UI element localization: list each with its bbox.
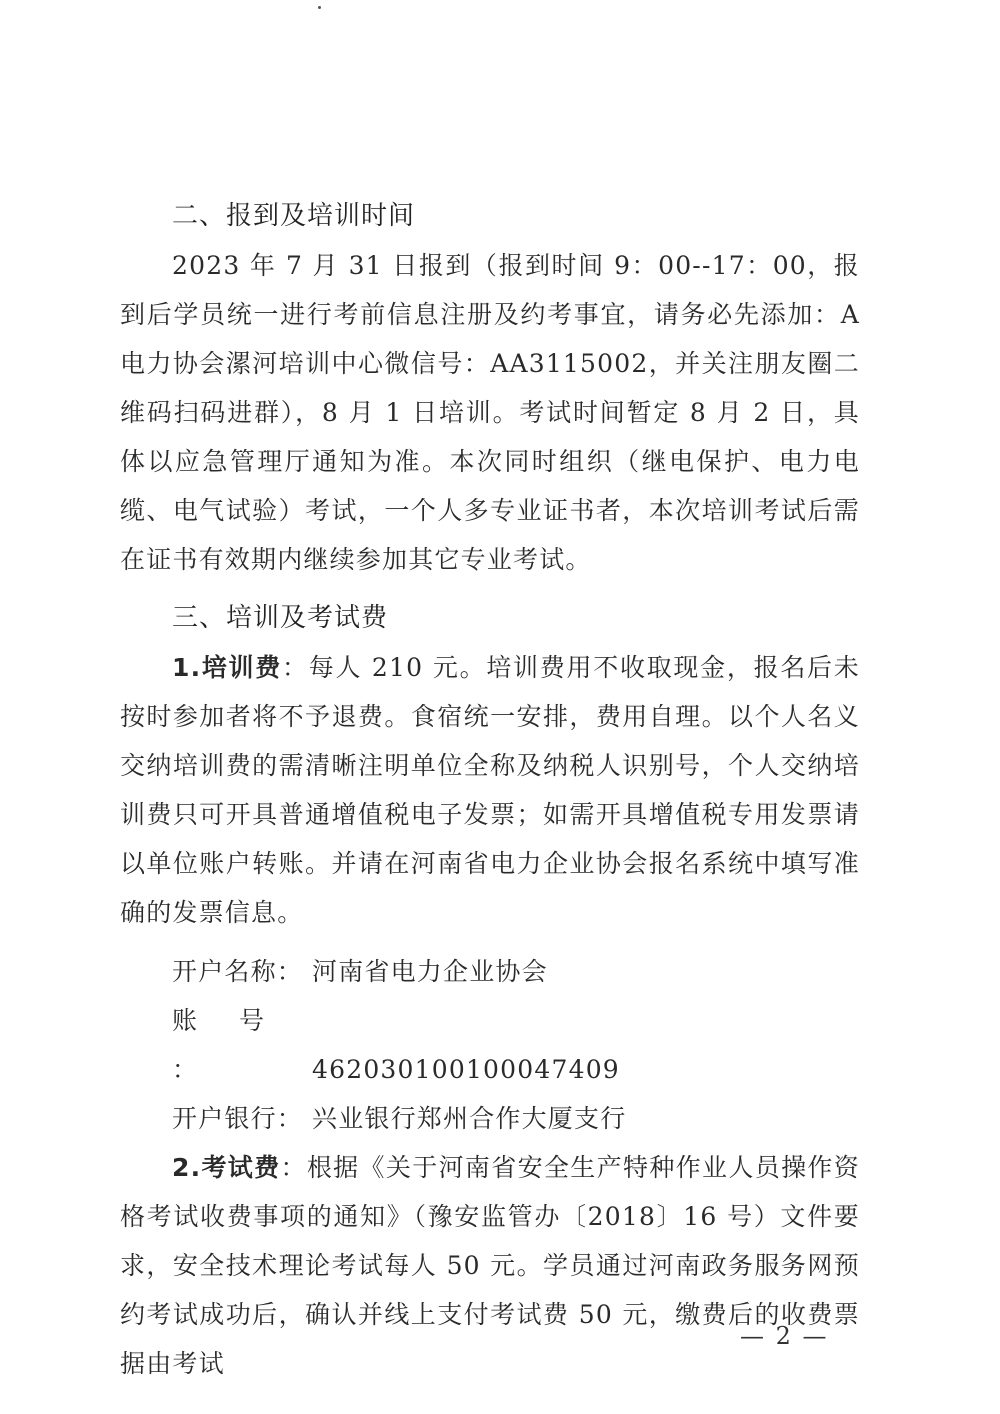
scan-speck (318, 6, 321, 9)
section-2-heading: 二、报到及培训时间 (172, 201, 416, 231)
bank-line (120, 1094, 860, 1143)
account-number-line (120, 996, 860, 1094)
bank-value: 兴业银行郑州合作大厦支行 (312, 1104, 627, 1133)
exam-fee-label: 2.考试费 (172, 1153, 281, 1182)
account-name-line (120, 947, 860, 996)
account-number-value: 462030100100047409 (312, 1055, 620, 1084)
page-number: — 2 — (740, 1322, 829, 1350)
account-number-colon: ： (172, 1055, 199, 1084)
document-body (120, 192, 860, 1388)
account-name-label: 开户名称： (172, 957, 304, 986)
exam-fee-paragraph (120, 1143, 860, 1388)
account-number-label-wrap (172, 996, 312, 1094)
account-number-label: 账号 (172, 1006, 307, 1035)
account-name-value: 河南省电力企业协会 (312, 957, 548, 986)
training-fee-text: ：每人 210 元。培训费用不收取现金，报名后未按时参加者将不予退费。食宿统一安排，费用自理。以个人名义交纳培训费的需清晰注明单位全称及纳税人识别号，个人交纳培训费只可开具普通增值税电子发票；如需开具增值税专用发票请以单位账户转账。并请在河南省电力企业协会报名系统中填写准确的发票信息。 (120, 653, 860, 927)
bank-label: 开户银行： (172, 1104, 304, 1133)
section-3-heading: 三、培训及考试费 (172, 603, 389, 633)
training-fee-label: 1.培训费 (172, 653, 283, 682)
section-2-body: 2023 年 7 月 31 日报到（报到时间 9：00--17：00，报到后学员统一进行考前信息注册及约考事宜，请务必先添加：A 电力协会漯河培训中心微信号：AA3115002，并关注朋友圈二维码扫码进群），8 月 1 日培训。考试时间暂定 8 月 2 日，具体以应急管理厅通知为准。本次同时组织（继电保护、电力电缆、电气试验）考试，一个人多专业证书者，本次培训考试后需在证书有效期内继续参加其它专业考试。 (120, 251, 860, 574)
exam-fee-text: ：根据《关于河南省安全生产特种作业人员操作资格考试收费事项的通知》（豫安监管办〔2018〕16 号）文件要求，安全技术理论考试每人 50 元。学员通过河南政务服务网预约考试成功后，确认并线上支付考试费 50 元，缴费后的收费票据由考试 (120, 1153, 860, 1378)
training-fee-paragraph (120, 643, 860, 937)
